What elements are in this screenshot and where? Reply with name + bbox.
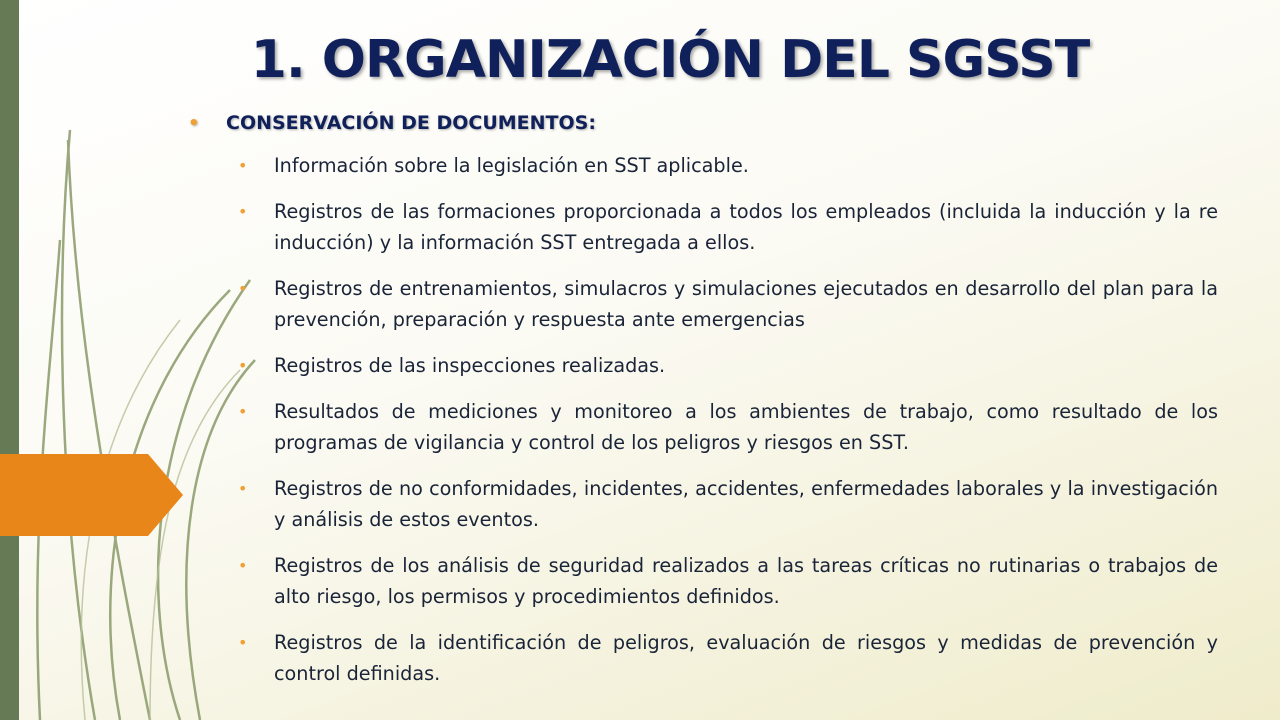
- list-item-text: Registros de los análisis de seguridad realizados a las tareas críticas no rutinarias o trabajos de alto riesgo, los permisos y procedimientos definidos.: [274, 554, 1218, 608]
- bullet-icon: •: [238, 202, 248, 221]
- list-item-text: Registros de la identificación de peligros, evaluación de riesgos y medidas de prevención y control definidas.: [274, 631, 1218, 685]
- orange-arrow-shape: [0, 454, 183, 536]
- bullet-icon: •: [238, 402, 248, 421]
- list-item: [238, 627, 1218, 689]
- section-heading: [188, 112, 1218, 134]
- list-item-text: Resultados de mediciones y monitoreo a los ambientes de trabajo, como resultado de los programas de vigilancia y control de los peligros y riesgos en SST.: [274, 400, 1218, 454]
- bullet-icon: •: [238, 279, 248, 298]
- list-item-text: Registros de las inspecciones realizadas.: [274, 354, 666, 377]
- bullet-icon: •: [238, 556, 248, 575]
- list-item: [238, 550, 1218, 612]
- list-item: [238, 350, 1218, 381]
- bullet-icon: •: [238, 633, 248, 652]
- list-item-text: Registros de las formaciones proporcionada a todos los empleados (incluida la inducción y la re inducción) y la información SST entregada a ellos.: [274, 200, 1218, 254]
- section-heading-text: CONSERVACIÓN DE DOCUMENTOS:: [226, 112, 596, 134]
- list-item: [238, 273, 1218, 335]
- list-item: [238, 473, 1218, 535]
- list-item-text: Registros de no conformidades, incidentes, accidentes, enfermedades laborales y la investigación y análisis de estos eventos.: [274, 477, 1218, 531]
- bullet-icon: •: [238, 479, 248, 498]
- content-area: [188, 112, 1218, 704]
- bullet-icon: •: [238, 356, 248, 375]
- document-list: [188, 150, 1218, 689]
- list-item-text: Información sobre la legislación en SST aplicable.: [274, 154, 749, 177]
- list-item: [238, 396, 1218, 458]
- list-item: [238, 196, 1218, 258]
- list-item-text: Registros de entrenamientos, simulacros y simulaciones ejecutados en desarrollo del plan para la prevención, preparación y respuesta ante emergencias: [274, 277, 1218, 331]
- bullet-icon: •: [238, 156, 248, 175]
- page-title: 1. ORGANIZACIÓN DEL SGSST: [250, 30, 1090, 90]
- bullet-icon: •: [188, 113, 200, 134]
- list-item: [238, 150, 1218, 181]
